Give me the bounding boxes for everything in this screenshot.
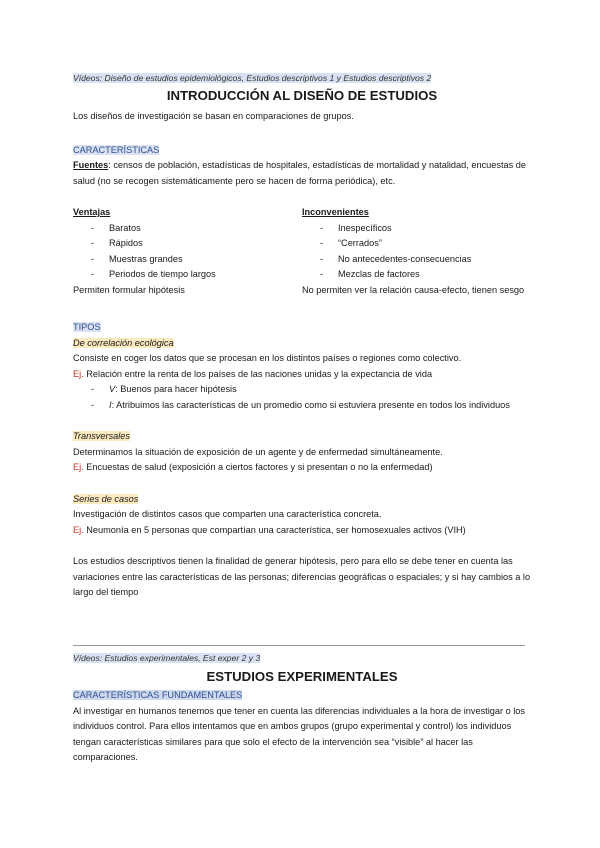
series-text: Investigación de distintos casos que comparten una característica concreta. xyxy=(73,509,382,519)
inconvenientes-heading: Inconvenientes xyxy=(302,207,369,217)
ventajas-heading: Ventajas xyxy=(73,207,111,217)
transversales-example: Ej. Encuestas de salud (exposición a ciertos factores y si presentan o no la enfermedad) xyxy=(73,462,433,472)
correlacion-example: Ej. Relación entre la renta de los países de las naciones unidas y la expectancia de vida xyxy=(73,368,433,379)
list-item: - Muestras grandes xyxy=(91,253,183,264)
video-note: Vídeos: Diseño de estudios epidemiológicos, Estudios descriptivos 1 y Estudios descriptivos 2 xyxy=(73,73,432,83)
document-page xyxy=(73,72,531,601)
ventajas-footer: Permiten formular hipótesis xyxy=(73,284,185,295)
video-note-2: Vídeos: Estudios experimentales, Est exper 2 y 3 xyxy=(73,653,261,663)
correlacion-text: Consiste en coger los datos que se procesan en los distintos países o regiones como colectivo. xyxy=(73,353,462,363)
list-item: - No antecedentes-consecuencias xyxy=(320,253,472,264)
section-title-intro: INTRODUCCIÓN AL DISEÑO DE ESTUDIOS xyxy=(166,88,438,103)
transversales-text: Determinamos la situación de exposición de un agente y de enfermedad simultáneamente. xyxy=(73,446,443,457)
tipos-heading: TIPOS xyxy=(73,322,101,332)
experimental-section xyxy=(73,652,531,766)
series-heading: Series de casos xyxy=(73,493,139,504)
fuentes-paragraph xyxy=(73,158,531,189)
list-item: - V: Buenos para hacer hipótesis xyxy=(91,384,237,394)
fuentes-text: : censos de población, estadísticas de hospitales, estadísticas de mortalidad y natalidad, encuestas de salud (no se recogen sistemáticamente pero se hacen de forma periódica), etc. xyxy=(73,160,527,186)
list-item: - I: Atribuimos las características de un promedio como si estuviera presente en todos los individuos xyxy=(91,399,510,410)
caracteristicas-heading: CARACTERÍSTICAS xyxy=(73,144,160,155)
list-item: - Mezclas de factores xyxy=(320,269,420,279)
fuentes-label: Fuentes xyxy=(73,160,109,170)
list-item: - Inespecíficos xyxy=(320,222,392,233)
fundamentales-heading: CARACTERÍSTICAS FUNDAMENTALES xyxy=(73,690,243,700)
list-item: - Rápidos xyxy=(91,238,143,248)
closing-paragraph: Los estudios descriptivos tienen la finalidad de generar hipótesis, pero para ello se debe tener en cuenta las variaciones entre las características de las personas; diferencias geográficas o espaciales; y si hay cambios a lo largo del tiempo xyxy=(73,556,531,597)
ventajas-column xyxy=(73,205,302,298)
inconvenientes-column xyxy=(302,205,531,298)
section-title-experimental: ESTUDIOS EXPERIMENTALES xyxy=(206,669,398,684)
series-example: Ej. Neumonía en 5 personas que compartían una característica, ser homosexuales activos (VIH) xyxy=(73,524,466,535)
list-item: - “Cerrados” xyxy=(320,238,382,248)
section-divider xyxy=(73,645,525,646)
intro-paragraph: Los diseños de investigación se basan en comparaciones de grupos. xyxy=(73,111,354,121)
correlacion-heading: De correlación ecológica xyxy=(73,337,174,348)
pros-cons-columns xyxy=(73,205,531,298)
transversales-heading: Transversales xyxy=(73,431,131,441)
list-item: - Baratos xyxy=(91,222,141,233)
inconvenientes-footer: No permiten ver la relación causa-efecto, tienen sesgo xyxy=(302,284,525,295)
list-item: - Periodos de tiempo largos xyxy=(91,269,216,279)
experimental-paragraph: Al investigar en humanos tenemos que tener en cuenta las diferencias individuales a la hora de investigar o los individuos control. Para ellos intentamos que en ambos grupos (grupo experimental y control) los individuos tengan características similares para que solo el efecto de la intervención sea “visible” al hacer las comparaciones. xyxy=(73,705,525,762)
